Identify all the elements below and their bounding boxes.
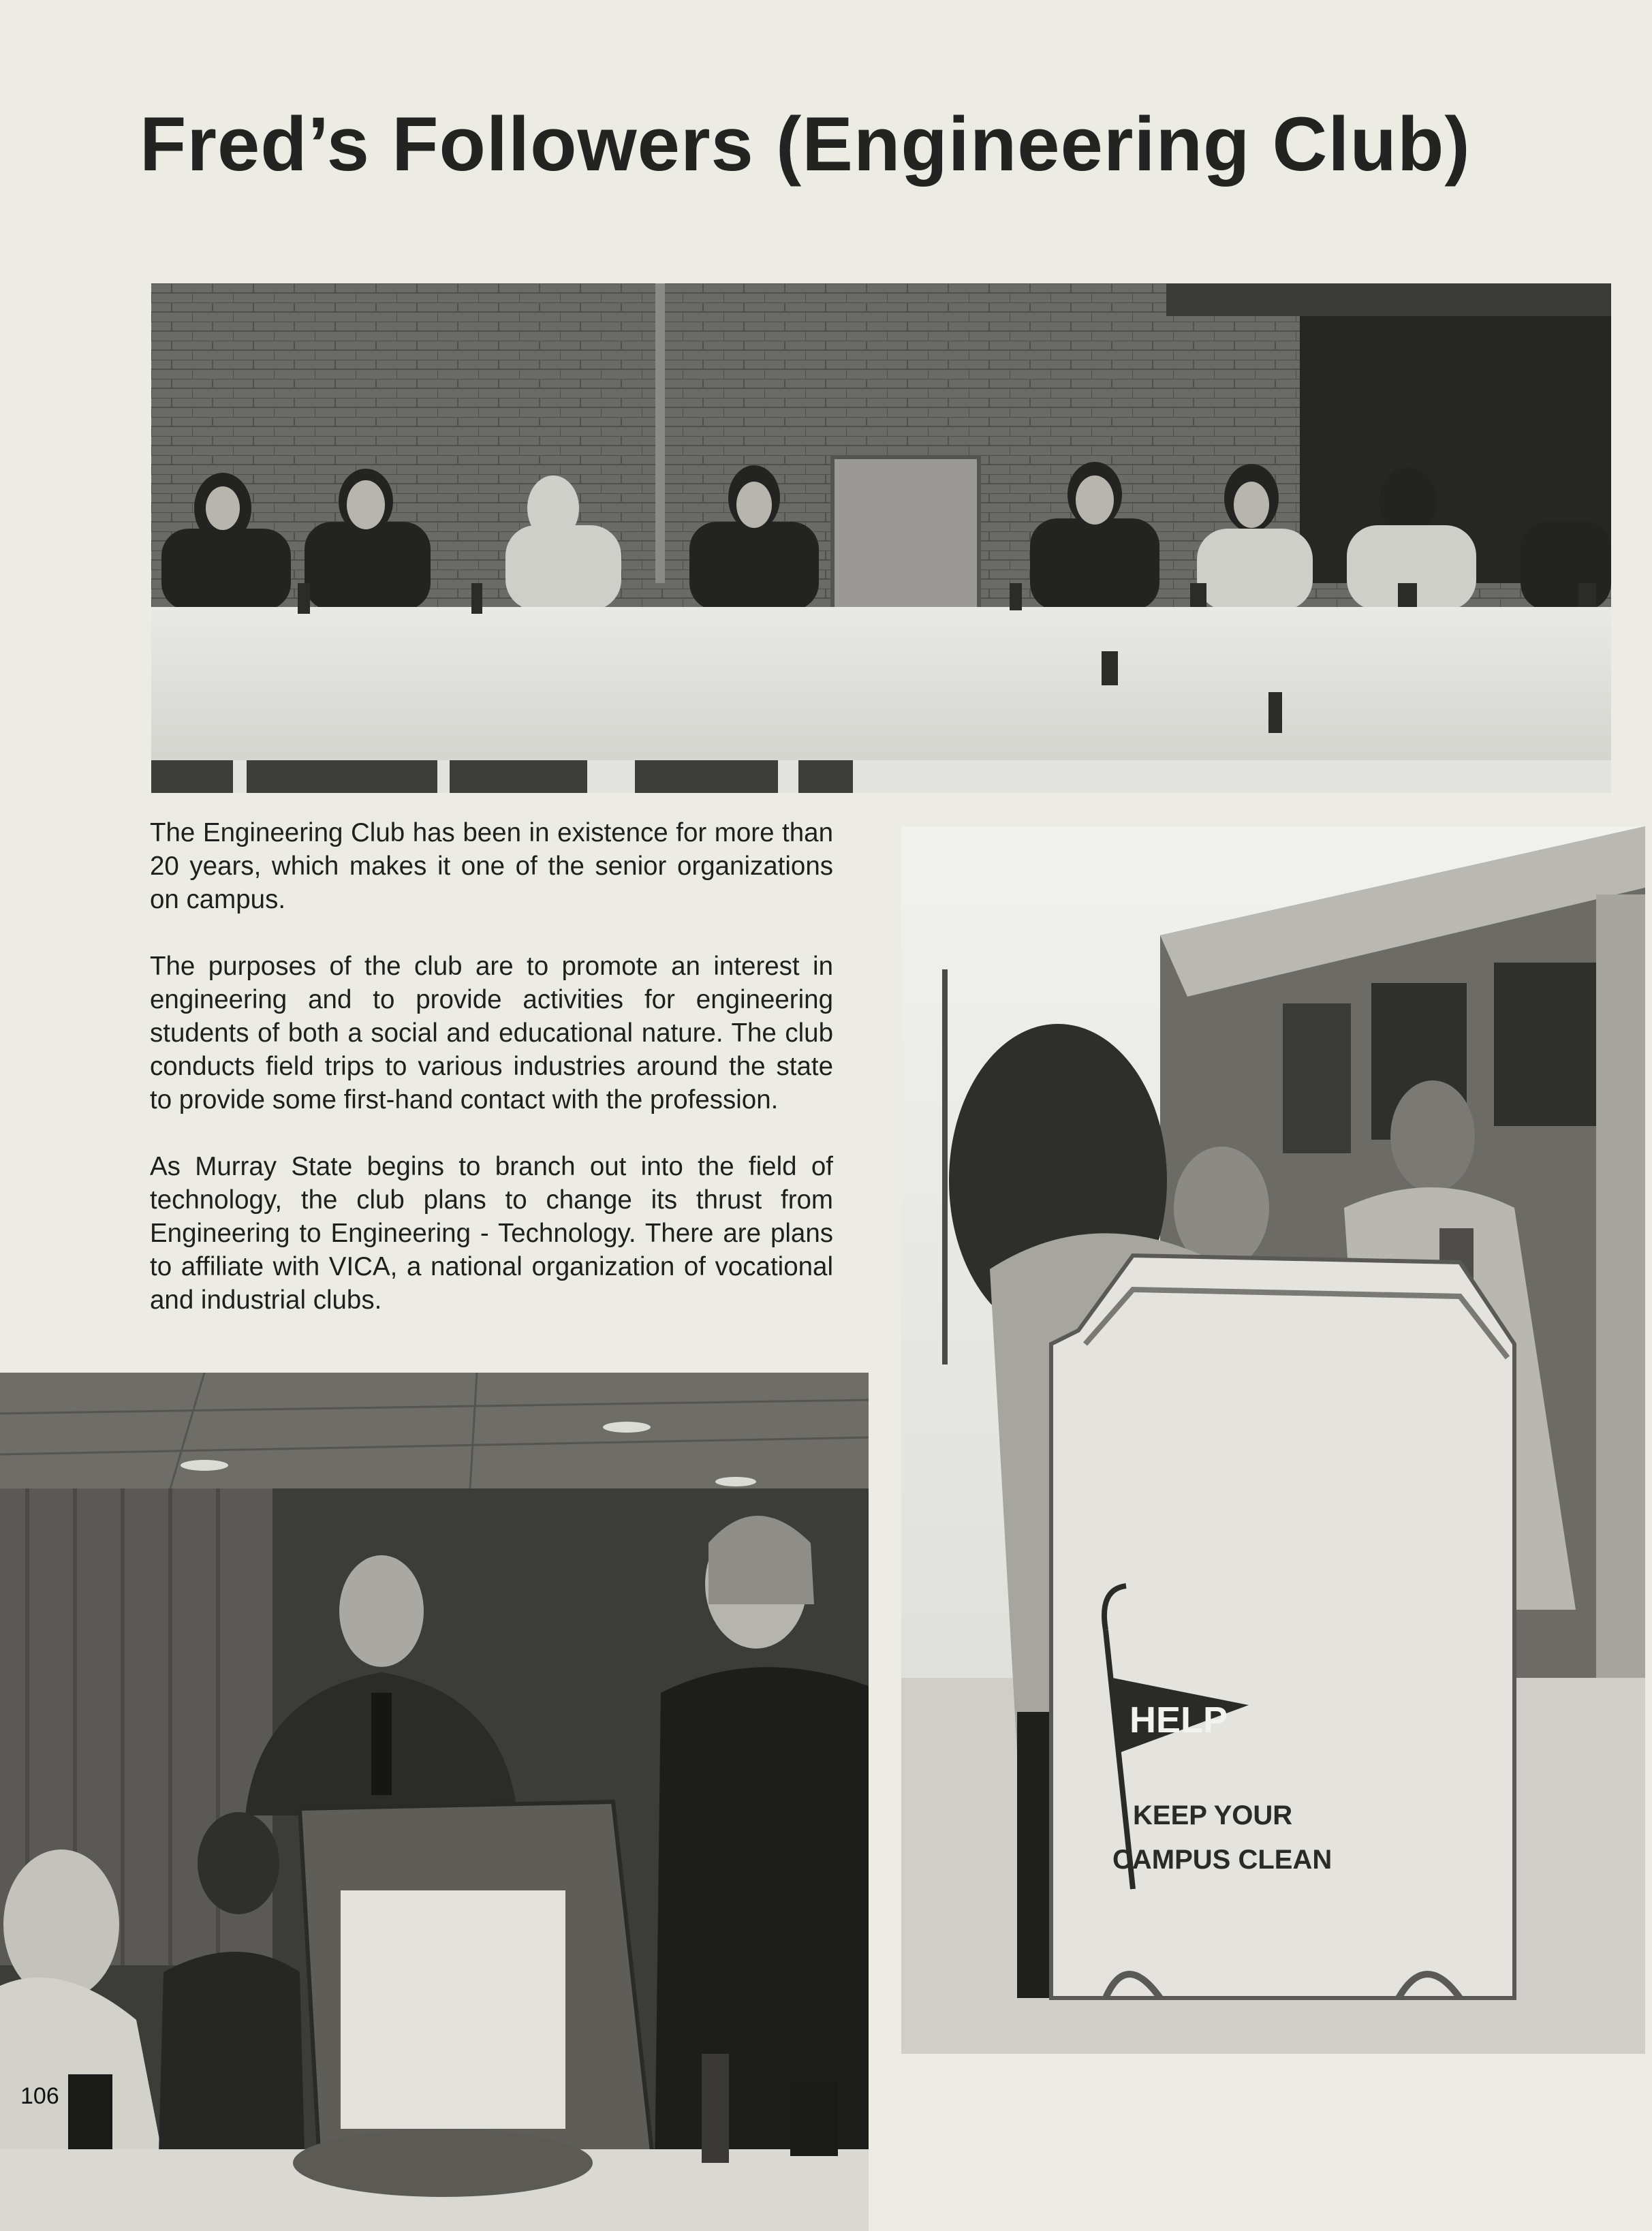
article-paragraph: As Murray State begins to branch out into the field of technology, the club plans to change its thrust from Engineering to Engineering - Technology. There are plans to affiliate with VICA, a national organization of vocational and industrial clubs. bbox=[150, 1152, 833, 1315]
campus-trash-can-photo bbox=[901, 826, 1645, 2054]
pennant-help-text: HELP bbox=[1129, 1700, 1228, 1741]
page-number: 106 bbox=[20, 2083, 59, 2109]
sign-campus-clean-text: CAMPUS CLEAN bbox=[1112, 1845, 1332, 1875]
article-body bbox=[150, 816, 833, 1317]
podium-presentation-photo bbox=[0, 1373, 869, 2231]
sign-keep-your-text: KEEP YOUR bbox=[1133, 1800, 1293, 1830]
page-title: Fred’s Followers (Engineering Club) bbox=[140, 102, 1471, 187]
article-paragraph: The Engineering Club has been in existence for more than 20 years, which makes it one of the senior organizations on campus. bbox=[150, 818, 833, 914]
article-paragraph: The purposes of the club are to promote an interest in engineering and to provide activities for engineering students of both a social and educational nature. The club conducts field trips to various industries around the state to provide some first-hand contact with the profession. bbox=[150, 952, 833, 1114]
banquet-head-table-photo bbox=[151, 283, 1611, 793]
